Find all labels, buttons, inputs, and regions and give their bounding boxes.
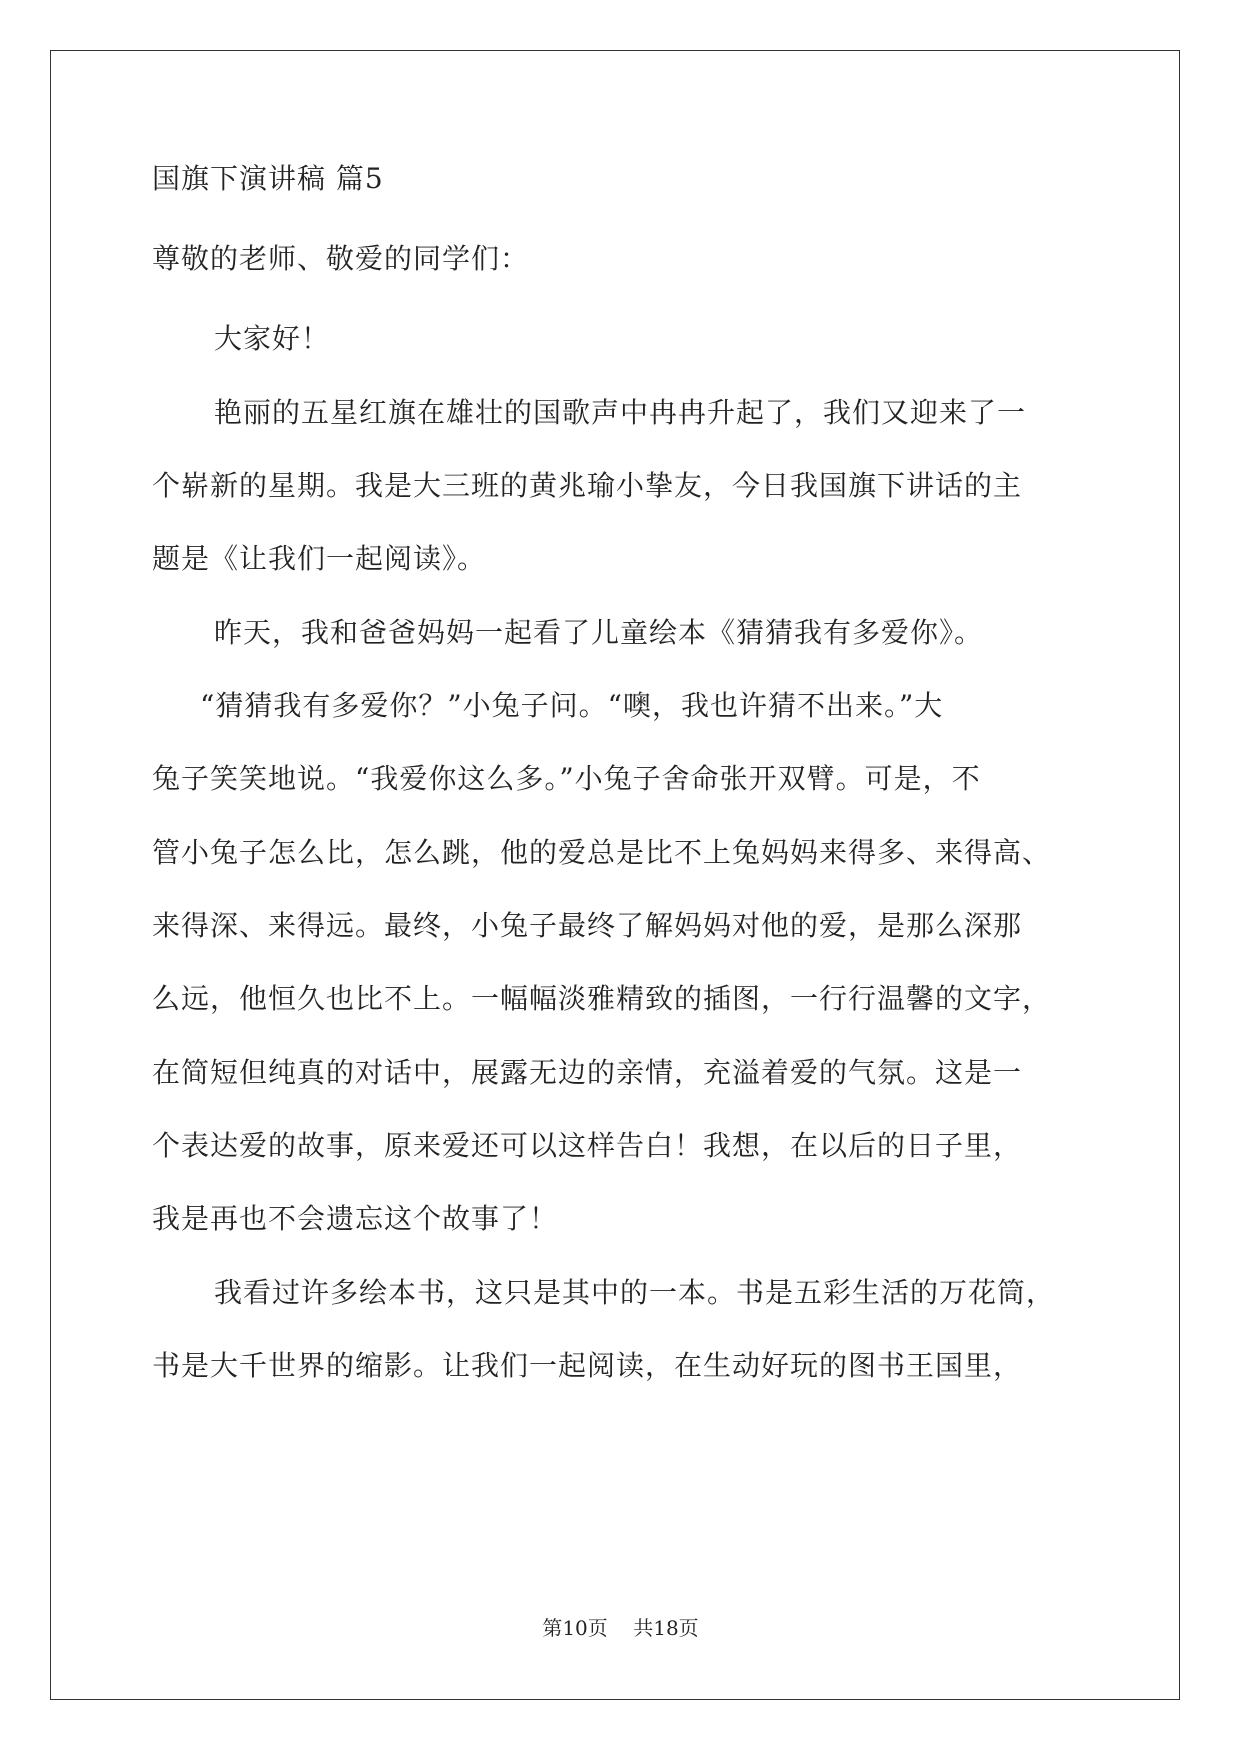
document-title: 国旗下演讲稿 篇5: [152, 162, 384, 195]
page-frame: [50, 50, 1180, 1700]
greeting: 大家好！: [214, 322, 331, 355]
current-page-number: 10: [562, 1616, 588, 1640]
total-pages-number: 18: [653, 1616, 679, 1640]
paragraph-line: 题是《让我们一起阅读》。: [152, 542, 487, 575]
paragraph-line: 个表达爱的故事，原来爱还可以这样告白！我想，在以后的日子里，: [152, 1129, 1023, 1162]
total-prefix: 共: [633, 1616, 654, 1640]
paragraph-line: 我是再也不会遗忘这个故事了！: [152, 1202, 559, 1235]
paragraph-line: “猜猜我有多爱你？”小兔子问。“噢，我也许猜不出来。”大: [200, 689, 944, 722]
paragraph-line: 管小兔子怎么比，怎么跳，他的爱总是比不上兔妈妈来得多、来得高、: [152, 836, 1052, 869]
page-footer: [0, 1616, 1241, 1640]
paragraph-line: 兔子笑笑地说。“我爱你这么多。”小兔子舍命张开双臂。可是，不: [152, 762, 981, 795]
paragraph-line: 书是大千世界的缩影。让我们一起阅读，在生动好玩的图书王国里，: [152, 1349, 1023, 1382]
paragraph-line: 昨天，我和爸爸妈妈一起看了儿童绘本《猜猜我有多爱你》。: [214, 616, 984, 649]
paragraph-line: 在简短但纯真的对话中，展露无边的亲情，充溢着爱的气氛。这是一: [152, 1056, 1023, 1089]
paragraph-line: 来得深、来得远。最终，小兔子最终了解妈妈对他的爱，是那么深那: [152, 909, 1023, 942]
total-suffix: 页: [678, 1616, 699, 1640]
paragraph-line: 我看过许多绘本书，这只是其中的一本。书是五彩生活的万花筒，: [214, 1276, 1056, 1309]
salutation: 尊敬的老师、敬爱的同学们：: [152, 242, 530, 275]
paragraph-line: 艳丽的五星红旗在雄壮的国歌声中冉冉升起了，我们又迎来了一: [214, 396, 1027, 429]
page-prefix: 第: [542, 1616, 563, 1640]
page-suffix: 页: [587, 1616, 608, 1640]
paragraph-line: 么远，他恒久也比不上。一幅幅淡雅精致的插图，一行行温馨的文字，: [152, 982, 1052, 1015]
paragraph-line: 个崭新的星期。我是大三班的黄兆瑜小挚友，今日我国旗下讲话的主: [152, 469, 1023, 502]
